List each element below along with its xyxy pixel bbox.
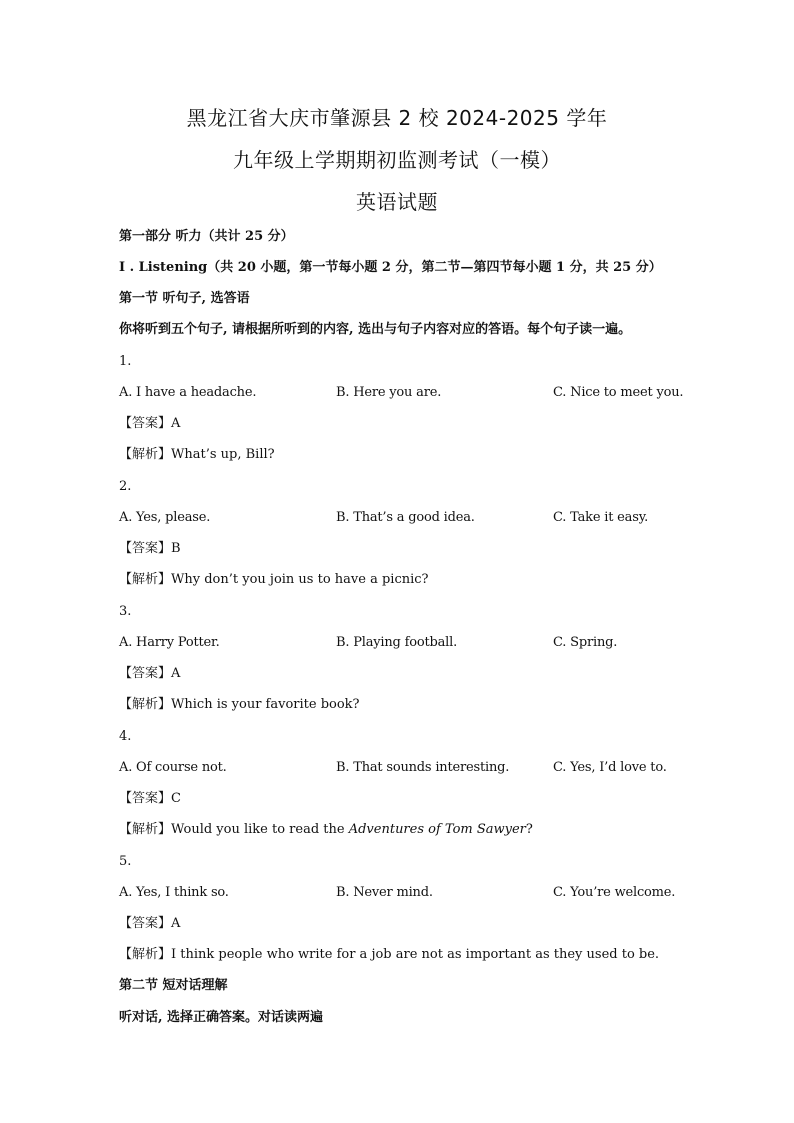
analysis-text: I think people who write for a job are not as important as they used to be. [171, 947, 660, 962]
answer-label: 【答案】 [119, 416, 172, 431]
exam-title-line-2: 九年级上学期期初监测考试（一模） [233, 148, 561, 172]
option-b: B. Never mind. [336, 885, 433, 900]
question-number: 1. [119, 354, 132, 369]
answer-line [119, 790, 181, 808]
analysis-label: 【解析】 [119, 947, 172, 962]
answer-value: A [171, 416, 181, 431]
part1-heading: 第一部分 听力（共计 25 分） [119, 229, 294, 244]
question-number: 5. [119, 854, 132, 869]
answer-value: B [171, 541, 181, 556]
answer-label: 【答案】 [119, 666, 172, 681]
question-number: 4. [119, 729, 132, 744]
option-a: A. Of course not. [119, 760, 227, 775]
option-c: C. Spring. [553, 635, 618, 650]
section1-instruction: 你将听到五个句子, 请根据所听到的内容, 选出与句子内容对应的答语。每个句子读一遍。 [119, 322, 632, 337]
option-c: C. Yes, I’d love to. [553, 760, 667, 775]
analysis-text: What’s up, Bill? [171, 447, 275, 462]
answer-line [119, 915, 180, 933]
option-c: C. Nice to meet you. [553, 385, 684, 400]
answer-value: C [171, 791, 181, 806]
option-a: A. I have a headache. [119, 385, 257, 400]
question-number: 2. [119, 479, 132, 494]
option-a: A. Yes, please. [119, 510, 211, 525]
option-c: C. You’re welcome. [553, 885, 676, 900]
answer-value: A [171, 916, 181, 931]
analysis-label: 【解析】 [119, 572, 172, 587]
answer-label: 【答案】 [119, 916, 172, 931]
answer-label: 【答案】 [119, 541, 172, 556]
section1-heading: 第一节 听句子, 选答语 [119, 291, 250, 306]
answer-value: A [171, 666, 181, 681]
analysis-label: 【解析】 [119, 822, 172, 837]
analysis-text: Which is your favorite book? [171, 697, 360, 712]
option-a: A. Harry Potter. [119, 635, 220, 650]
answer-line [119, 415, 180, 433]
analysis-label: 【解析】 [119, 697, 172, 712]
section2-heading: 第二节 短对话理解 [119, 978, 228, 993]
option-b: B. Playing football. [336, 635, 458, 650]
analysis-line [119, 821, 533, 839]
section2-instruction: 听对话, 选择正确答案。对话读两遍 [119, 1010, 324, 1025]
option-b: B. That’s a good idea. [336, 510, 475, 525]
answer-label: 【答案】 [119, 791, 172, 806]
question-number: 3. [119, 604, 132, 619]
analysis-text: Why don’t you join us to have a picnic? [171, 572, 429, 587]
book-title: Adventures of Tom Sawyer [348, 822, 526, 837]
analysis-line [119, 696, 360, 714]
analysis-label: 【解析】 [119, 447, 172, 462]
exam-title-line-3: 英语试题 [356, 190, 438, 214]
option-c: C. Take it easy. [553, 510, 649, 525]
option-b: B. Here you are. [336, 385, 442, 400]
answer-line [119, 540, 181, 558]
exam-title-line-1: 黑龙江省大庆市肇源县 2 校 2024-2025 学年 [186, 106, 608, 130]
analysis-line [119, 946, 659, 964]
analysis-line [119, 446, 275, 464]
analysis-text-pre: Would you like to read the [171, 822, 349, 837]
analysis-text-post: ? [525, 822, 533, 837]
answer-line [119, 665, 180, 683]
option-a: A. Yes, I think so. [119, 885, 229, 900]
analysis-line [119, 571, 429, 589]
listening-heading: I . Listening（共 20 小题，第一节每小题 2 分，第二节—第四节每小题 1 分，共 25 分） [119, 260, 662, 275]
option-b: B. That sounds interesting. [336, 760, 510, 775]
